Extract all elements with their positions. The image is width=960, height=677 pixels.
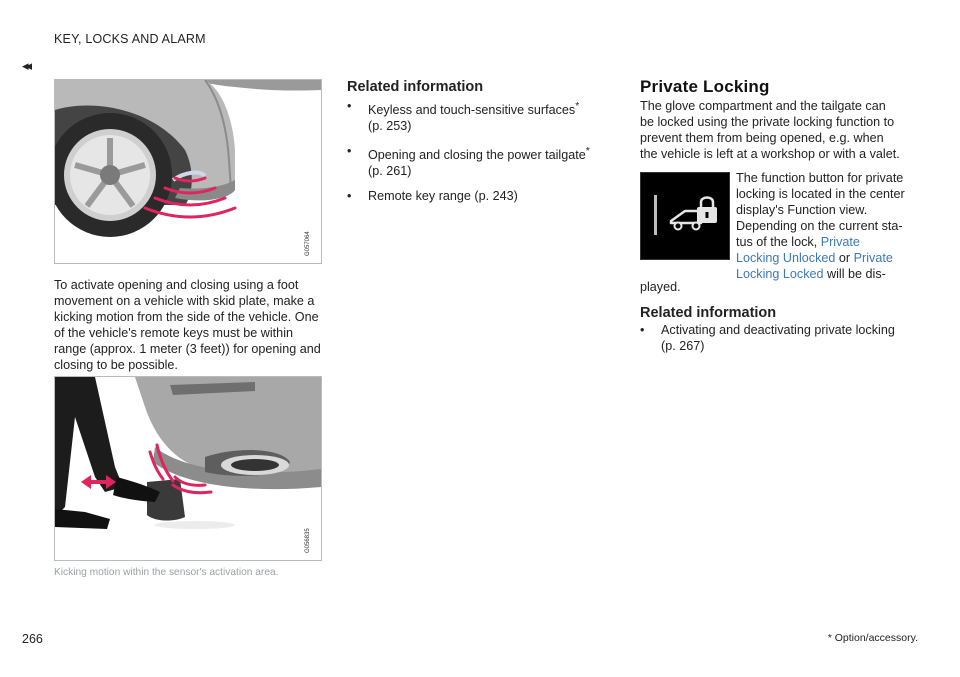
related-information-heading-2: Related information	[640, 305, 777, 321]
figure-rear-bumper-sensor	[54, 79, 322, 264]
private-locking-intro: The glove compartment and the tailgate can be locked using the private locking function to prevent them from being opened, e.g. when the vehicle is left at a workshop or with a valet.	[640, 99, 900, 161]
status-unlocked-label: Private Locking Unlocked	[736, 235, 860, 265]
description-continuation: played.	[640, 280, 681, 294]
private-locking-heading: Private Locking	[640, 77, 770, 96]
related-information-list	[347, 98, 597, 213]
back-arrows-icon[interactable]: ◂◂	[22, 58, 30, 73]
section-title: KEY, LOCKS AND ALARM	[54, 32, 206, 46]
figure-kicking-motion	[54, 376, 322, 561]
related-information-heading: Related information	[347, 79, 484, 95]
footnote-option-accessory: * Option/accessory.	[827, 632, 918, 644]
status-locked-label: Private Locking Locked	[736, 251, 893, 281]
list-item[interactable]: • Activating and deactivating private locking (p. 267)	[640, 322, 910, 354]
list-item[interactable]: • Remote key range (p. 243)	[347, 188, 597, 204]
figure-code: G056835	[305, 528, 311, 553]
kicking-motion-illustration	[55, 377, 321, 560]
list-item[interactable]: • Opening and closing the power tailgate* (p. 261)	[347, 143, 597, 179]
page-number: 266	[22, 632, 43, 646]
foot-movement-paragraph: To activate opening and closing using a foot movement on a vehicle with skid plate, make a kicking motion from the side of the vehicle. One of the vehicle's remote keys must be within range (approx. 1 meter (3 feet)) for opening and closing to be possible.	[54, 278, 321, 372]
related-information-list-2	[640, 322, 910, 363]
private-locking-description: The function button for private locking is located in the center display's Function view. Depending on the current sta- tus of the lock, Private Locking Unlocked or Private Locking Locked will be dis-	[736, 171, 905, 281]
rear-bumper-illustration	[55, 80, 321, 263]
tailgate-lock-icon	[641, 173, 729, 259]
private-locking-button-image	[640, 172, 730, 260]
list-item[interactable]: • Keyless and touch-sensitive surfaces* (p. 253)	[347, 98, 597, 134]
figure-code: G057064	[305, 231, 311, 256]
figure-caption: Kicking motion within the sensor's activation area.	[54, 567, 279, 578]
